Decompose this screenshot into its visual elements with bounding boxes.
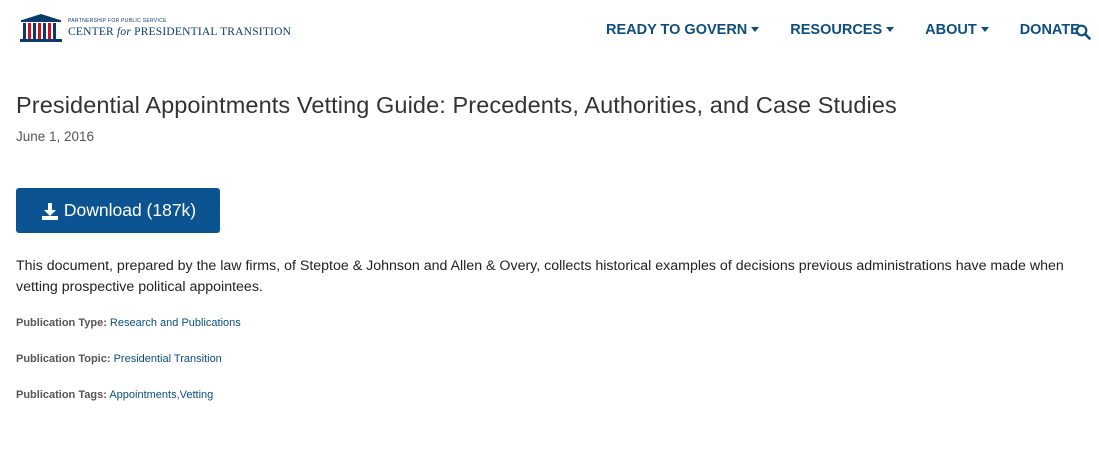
- logo-title: [68, 25, 291, 39]
- nav-about[interactable]: [925, 22, 989, 38]
- publication-description: This document, prepared by the law firms, of Steptoe & Johnson and Allen & Overy, collects historical examples of decisions previous administrations have made when vetting prospective political appointees.: [16, 258, 1064, 295]
- publication-topic-link[interactable]: Presidential Transition: [113, 353, 222, 365]
- logo-rest: PRESIDENTIAL TRANSITION: [134, 25, 292, 38]
- caret-down-icon: [886, 27, 894, 32]
- tag-link-appointments[interactable]: Appointments: [109, 389, 177, 401]
- caret-down-icon: [751, 27, 759, 32]
- nav-ready-to-govern[interactable]: [606, 22, 759, 38]
- site-header: [0, 0, 1099, 64]
- logo-tagline: PARTNERSHIP FOR PUBLIC SERVICE: [68, 17, 167, 24]
- publication-type-link[interactable]: Research and Publications: [109, 317, 241, 329]
- page-title: Presidential Appointments Vetting Guide: Precedents, Authorities, and Case Studies: [16, 92, 897, 118]
- main-nav: [606, 22, 1080, 38]
- building-logo-icon: [18, 13, 64, 43]
- publication-content: [16, 92, 1091, 401]
- nav-donate[interactable]: [1020, 22, 1080, 38]
- site-logo[interactable]: [18, 13, 291, 43]
- logo-center: CENTER: [68, 25, 114, 38]
- logo-for: for: [117, 25, 132, 38]
- download-icon: [40, 201, 60, 221]
- meta-label: Publication Tags:: [16, 389, 107, 401]
- search-icon[interactable]: [1075, 24, 1091, 40]
- meta-label: Publication Topic:: [16, 353, 111, 365]
- publication-topic: [16, 353, 222, 365]
- download-label: Download (187k): [63, 200, 197, 220]
- meta-label: Publication Type:: [16, 317, 107, 329]
- publication-tags: Publication Tags: Appointments,Vetting: [16, 389, 214, 401]
- caret-down-icon: [981, 27, 989, 32]
- nav-label: DONATE: [1019, 22, 1080, 38]
- publication-type: [16, 317, 241, 329]
- nav-resources[interactable]: [790, 22, 894, 38]
- tag-link-vetting[interactable]: Vetting: [179, 389, 214, 401]
- nav-label: RESOURCES: [790, 22, 883, 38]
- nav-label: READY TO GOVERN: [606, 22, 748, 38]
- download-button[interactable]: [16, 188, 220, 233]
- nav-label: ABOUT: [925, 22, 977, 38]
- publication-date: June 1, 2016: [16, 129, 95, 144]
